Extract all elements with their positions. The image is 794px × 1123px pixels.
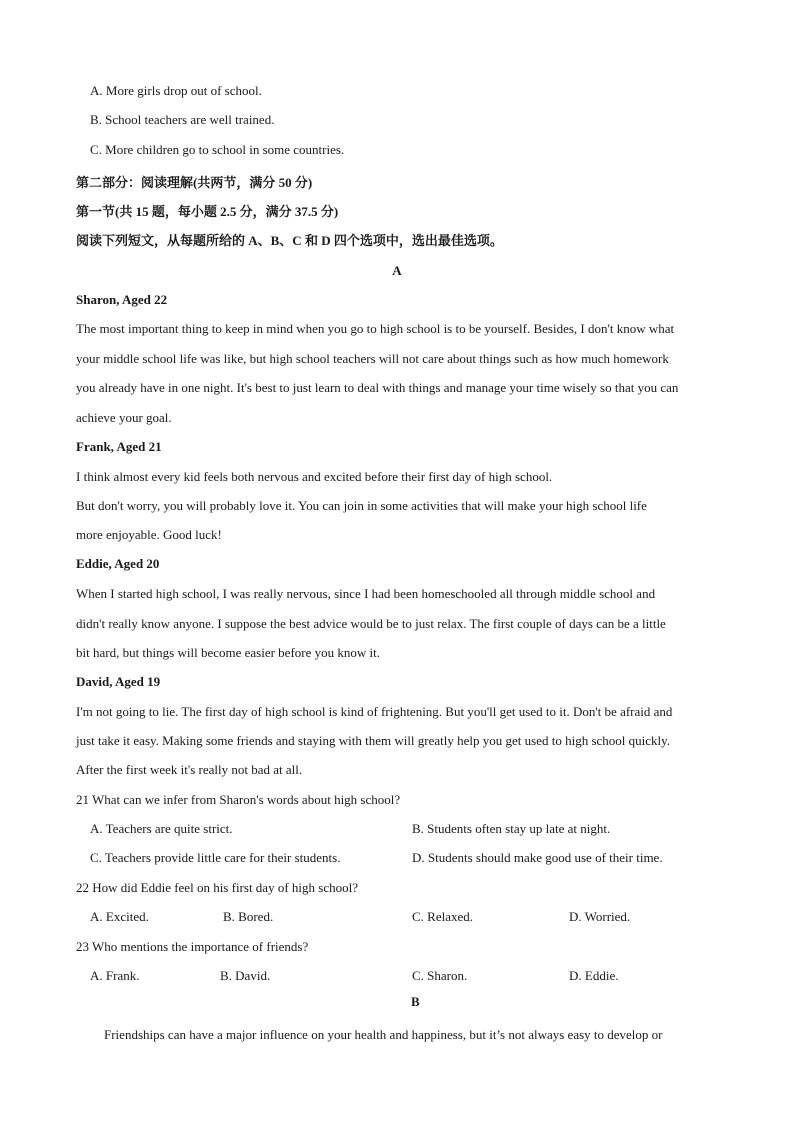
- frank-line-1: I think almost every kid feels both nervous and excited before their first day of high school.: [76, 469, 553, 484]
- instructions: 阅读下列短文，从每题所给的 A、B、C 和 D 四个选项中，选出最佳选项。: [76, 233, 503, 248]
- q22-option-a: A. Excited.: [90, 909, 149, 924]
- sharon-line-3: you already have in one night. It's best to just learn to deal with things and manage your time wisely so that you can: [76, 380, 679, 395]
- passage-a-label: A: [392, 263, 402, 278]
- question-22-stem: 22 How did Eddie feel on his first day of high school?: [76, 880, 358, 895]
- part2-heading: 第二部分：阅读理解(共两节，满分 50 分): [76, 175, 313, 190]
- q22-option-c: C. Relaxed.: [412, 909, 474, 924]
- frank-line-3: more enjoyable. Good luck!: [76, 527, 222, 542]
- q23-option-c: C. Sharon.: [412, 968, 468, 983]
- david-line-1: I'm not going to lie. The first day of high school is kind of frightening. But you'll get used to it. Don't be afraid and: [76, 704, 673, 719]
- eddie-line-3: bit hard, but things will become easier before you know it.: [76, 645, 380, 660]
- q21-option-a: A. Teachers are quite strict.: [90, 821, 233, 836]
- q23-option-b: B. David.: [220, 968, 271, 983]
- q21-option-b: B. Students often stay up late at night.: [412, 821, 611, 836]
- eddie-line-2: didn't really know anyone. I suppose the best advice would be to just relax. The first couple of days can be a little: [76, 616, 666, 631]
- q22-option-d: D. Worried.: [569, 909, 631, 924]
- option-c: C. More children go to school in some countries.: [90, 142, 345, 157]
- q23-option-a: A. Frank.: [90, 968, 140, 983]
- passage-b-line-1: Friendships can have a major influence on your health and happiness, but it’s not always easy to develop or: [104, 1027, 663, 1042]
- option-b: B. School teachers are well trained.: [90, 112, 275, 127]
- sharon-line-1: The most important thing to keep in mind when you go to high school is to be yourself. Besides, I don't know what: [76, 321, 675, 336]
- q21-option-d: D. Students should make good use of their time.: [412, 850, 663, 865]
- sharon-line-4: achieve your goal.: [76, 410, 172, 425]
- question-23-stem: 23 Who mentions the importance of friends?: [76, 939, 309, 954]
- david-line-3: After the first week it's really not bad at all.: [76, 762, 303, 777]
- q23-option-d: D. Eddie.: [569, 968, 619, 983]
- frank-heading: Frank, Aged 21: [76, 439, 162, 454]
- sharon-line-2: your middle school life was like, but high school teachers will not care about things such as how much homework: [76, 351, 669, 366]
- eddie-heading: Eddie, Aged 20: [76, 556, 160, 571]
- david-line-2: just take it easy. Making some friends and staying with them will greatly help you get used to high school quickly.: [76, 733, 671, 748]
- q22-option-b: B. Bored.: [223, 909, 274, 924]
- eddie-line-1: When I started high school, I was really nervous, since I had been homeschooled all through middle school and: [76, 586, 656, 601]
- sharon-heading: Sharon, Aged 22: [76, 292, 168, 307]
- section1-heading: 第一节(共 15 题，每小题 2.5 分，满分 37.5 分): [76, 204, 339, 219]
- option-a: A. More girls drop out of school.: [90, 83, 262, 98]
- q21-option-c: C. Teachers provide little care for their students.: [90, 850, 341, 865]
- question-21-stem: 21 What can we infer from Sharon's words about high school?: [76, 792, 401, 807]
- frank-line-2: But don't worry, you will probably love it. You can join in some activities that will make your high school life: [76, 498, 647, 513]
- david-heading: David, Aged 19: [76, 674, 161, 689]
- passage-b-label: B: [411, 994, 420, 1009]
